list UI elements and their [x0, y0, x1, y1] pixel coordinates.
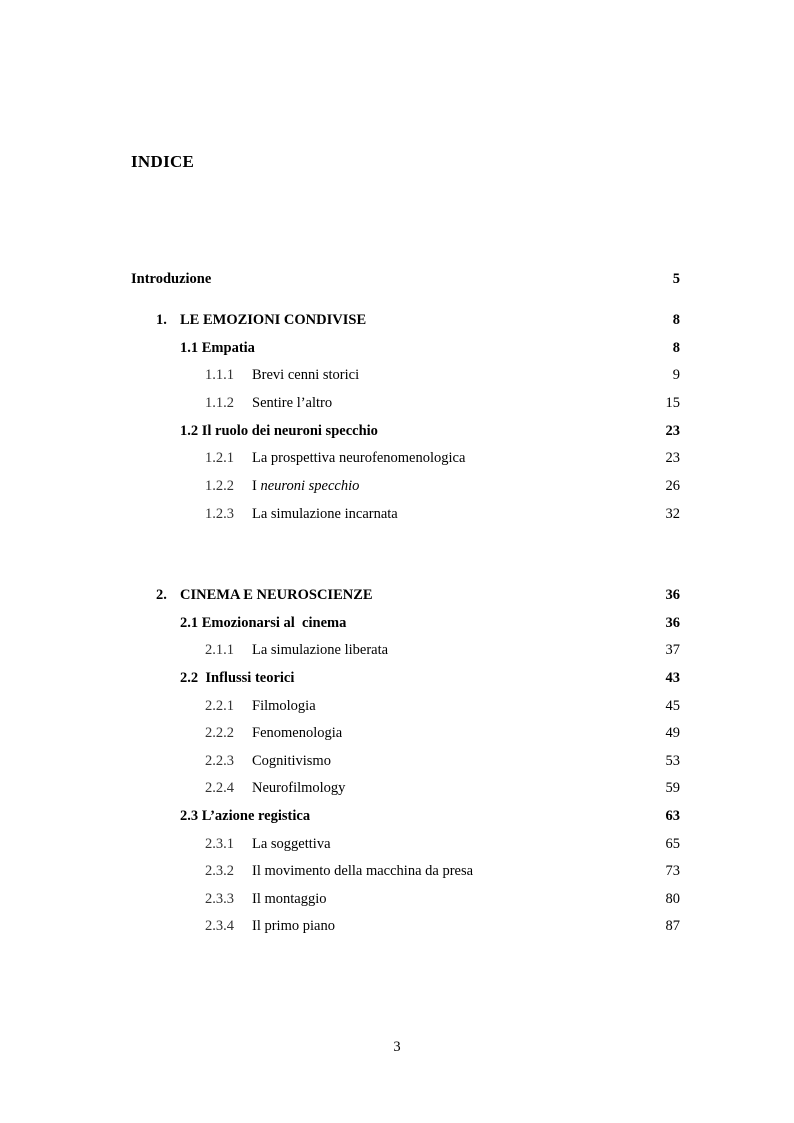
toc-subsection-1-2-1[interactable]: [0, 447, 794, 469]
subsection-number: 2.3.1: [205, 836, 234, 852]
toc-section-2-1[interactable]: [0, 612, 794, 634]
toc-entry-page: 5: [672, 271, 680, 287]
section-page: 36: [665, 615, 680, 631]
page-number: 3: [393, 1039, 401, 1055]
section-page: 8: [672, 340, 680, 356]
subsection-page: 23: [665, 450, 680, 466]
subsection-page: 59: [665, 780, 680, 796]
chapter-title: LE EMOZIONI CONDIVISE: [180, 312, 367, 328]
toc-subsection-2-3-4[interactable]: [0, 915, 794, 937]
subsection-page: 45: [665, 698, 680, 714]
section-title: 1.2 Il ruolo dei neuroni specchio: [180, 423, 378, 439]
subsection-page: 9: [672, 367, 680, 383]
subsection-number: 1.1.1: [205, 367, 234, 383]
subsection-page: 26: [665, 478, 680, 494]
subsection-page: 87: [665, 918, 680, 934]
subsection-title: Cognitivismo: [252, 753, 331, 769]
subsection-page: 80: [665, 891, 680, 907]
subsection-title-prefix: I: [252, 478, 261, 494]
toc-subsection-2-3-3[interactable]: [0, 888, 794, 910]
subsection-page: 73: [665, 863, 680, 879]
subsection-title: La simulazione liberata: [252, 642, 389, 658]
page-title: INDICE: [131, 152, 195, 171]
subsection-number: 1.1.2: [205, 395, 234, 411]
subsection-number: 1.2.2: [205, 478, 234, 494]
toc-subsection-1-1-2[interactable]: [0, 392, 794, 414]
section-title: 2.1 Emozionarsi al cinema: [180, 615, 347, 631]
subsection-title-italic: neuroni specchio: [260, 478, 360, 494]
chapter-number: 2.: [156, 587, 167, 603]
chapter-page: 36: [665, 587, 680, 603]
subsection-number: 2.3.4: [205, 918, 234, 934]
subsection-title: Sentire l’altro: [252, 395, 333, 411]
chapter-title: CINEMA E NEUROSCIENZE: [180, 587, 373, 603]
subsection-title: Filmologia: [252, 698, 316, 714]
toc-section-2-3[interactable]: [0, 805, 794, 827]
subsection-title: Brevi cenni storici: [252, 367, 360, 383]
toc-subsection-2-2-3[interactable]: [0, 750, 794, 772]
section-title: 2.2 Influssi teorici: [180, 670, 295, 686]
subsection-page: 53: [665, 753, 680, 769]
subsection-number: 2.2.3: [205, 753, 234, 769]
subsection-title: Il primo piano: [252, 918, 335, 934]
toc-subsection-1-2-3[interactable]: [0, 503, 794, 525]
toc-subsection-1-1-1[interactable]: [0, 364, 794, 386]
toc-entry-label: Introduzione: [131, 271, 212, 287]
subsection-title: Il montaggio: [252, 891, 327, 907]
toc-subsection-2-2-1[interactable]: [0, 695, 794, 717]
subsection-number: 2.2.1: [205, 698, 234, 714]
toc-entry-introduzione[interactable]: [0, 268, 794, 290]
toc-chapter-1[interactable]: [0, 309, 794, 331]
subsection-number: 2.3.3: [205, 891, 234, 907]
section-page: 63: [665, 808, 680, 824]
subsection-title: La soggettiva: [252, 836, 331, 852]
subsection-title: La prospettiva neurofenomenologica: [252, 450, 466, 466]
toc-subsection-2-3-1[interactable]: [0, 833, 794, 855]
chapter-page: 8: [672, 312, 680, 328]
subsection-number: 2.3.2: [205, 863, 234, 879]
subsection-number: 2.2.2: [205, 725, 234, 741]
toc-subsection-2-1-1[interactable]: [0, 639, 794, 661]
subsection-page: 37: [665, 642, 680, 658]
subsection-title: Il movimento della macchina da presa: [252, 863, 474, 879]
subsection-title: Neurofilmology: [252, 780, 346, 796]
section-title: 2.3 L’azione registica: [180, 808, 311, 824]
subsection-number: 2.1.1: [205, 642, 234, 658]
section-title: 1.1 Empatia: [180, 340, 255, 356]
toc-chapter-2[interactable]: [0, 584, 794, 606]
subsection-number: 1.2.1: [205, 450, 234, 466]
subsection-page: 49: [665, 725, 680, 741]
toc-section-1-1[interactable]: [0, 337, 794, 359]
toc-section-1-2[interactable]: [0, 420, 794, 442]
subsection-page: 32: [665, 506, 680, 522]
subsection-page: 15: [665, 395, 680, 411]
section-page: 23: [665, 423, 680, 439]
subsection-number: 1.2.3: [205, 506, 234, 522]
subsection-title: Fenomenologia: [252, 725, 343, 741]
toc-subsection-2-2-2[interactable]: [0, 722, 794, 744]
subsection-title: La simulazione incarnata: [252, 506, 398, 522]
section-page: 43: [665, 670, 680, 686]
subsection-number: 2.2.4: [205, 780, 234, 796]
toc-subsection-1-2-2[interactable]: [0, 475, 794, 497]
toc-section-2-2[interactable]: [0, 667, 794, 689]
subsection-title: [252, 475, 359, 497]
chapter-number: 1.: [156, 312, 167, 328]
subsection-page: 65: [665, 836, 680, 852]
toc-subsection-2-3-2[interactable]: [0, 860, 794, 882]
toc-subsection-2-2-4[interactable]: [0, 777, 794, 799]
